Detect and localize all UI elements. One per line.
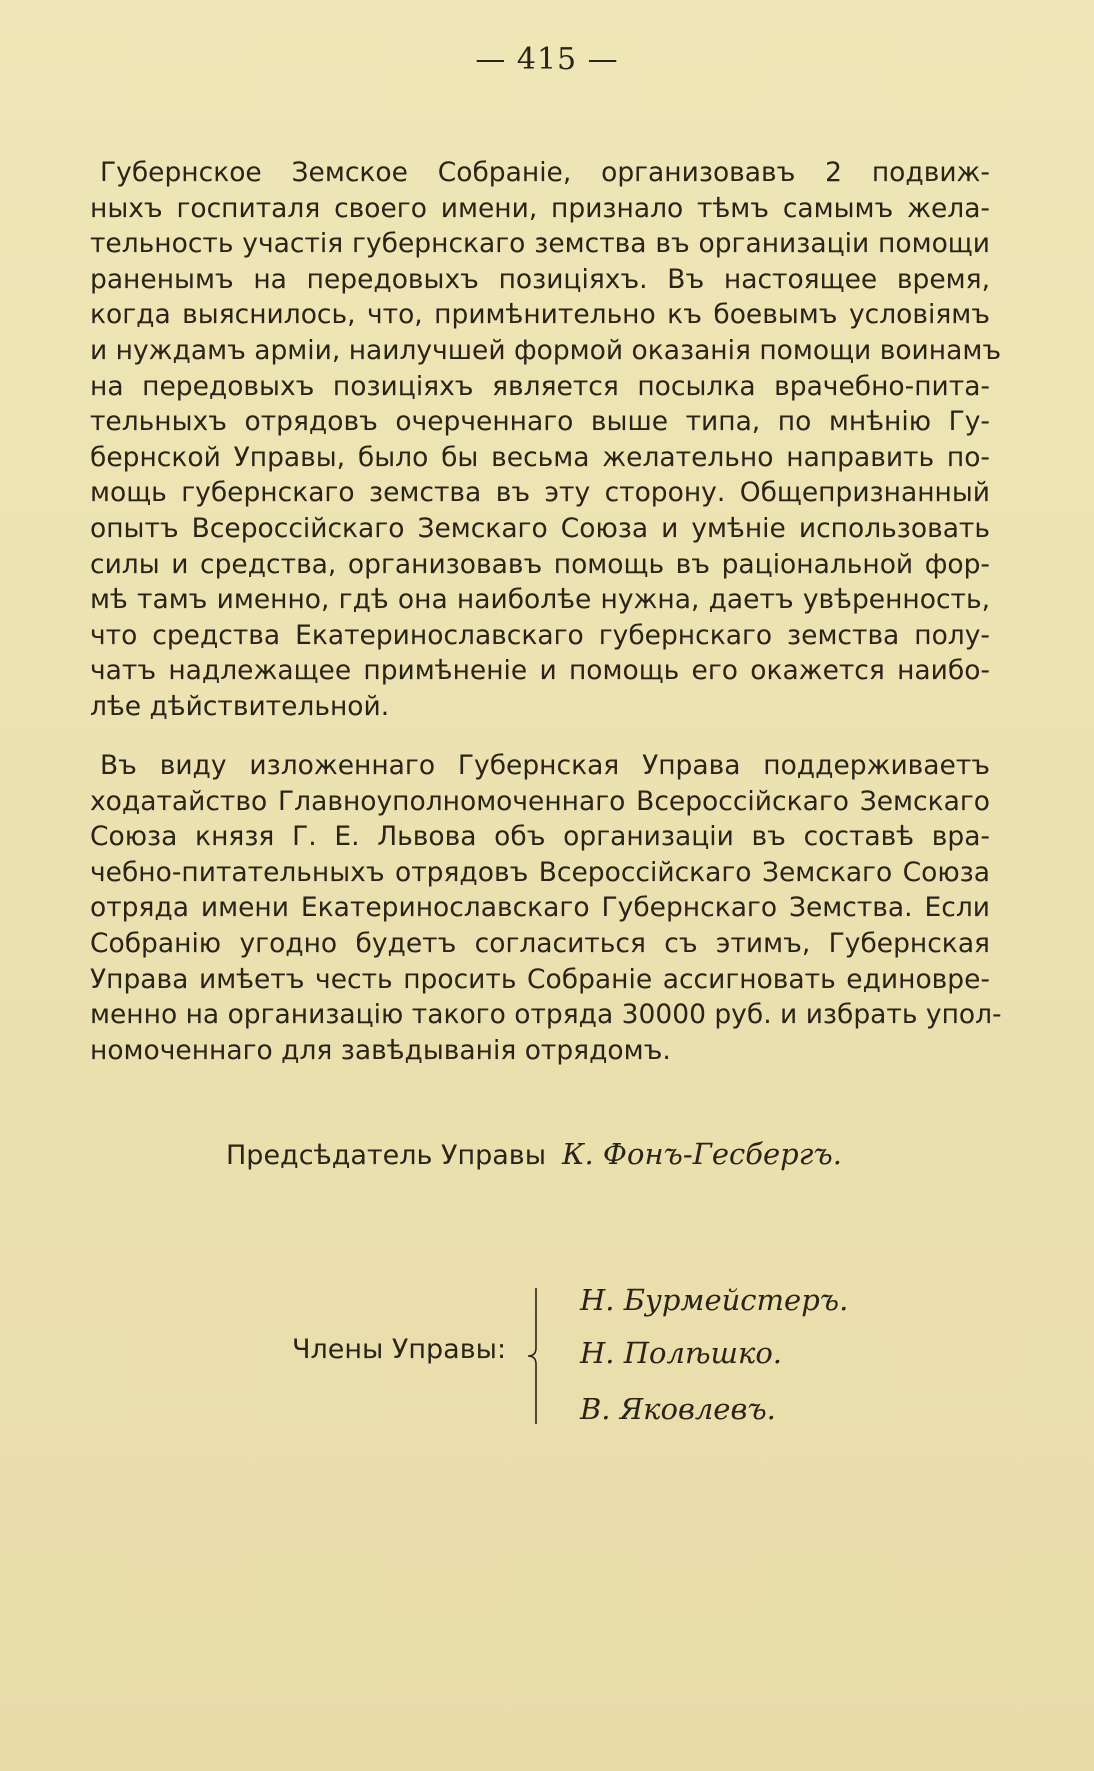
paragraph-line: тельныхъ отрядовъ очерченнаго выше типа, по мнѣнію Гу- (90, 406, 990, 438)
paragraph-line: на передовыхъ позиціяхъ является посылка врачебно-пита- (90, 370, 990, 402)
paragraph-line: Въ виду изложеннаго Губернская Управа поддерживаетъ (100, 750, 990, 781)
paragraph-line: Управа имѣетъ честь просить Собраніе ассигновать единовре- (90, 963, 990, 995)
member-name: Н. Бурмейстеръ. (580, 1283, 849, 1317)
paragraph-line: менно на организацію такого отряда 30000 руб. и избрать упол- (90, 999, 1002, 1031)
paragraph-line: чебно-питательныхъ отрядовъ Всероссійскаго Земскаго Союза (90, 856, 990, 888)
paragraph-line: Союза князя Г. Е. Львова объ организаціи въ составѣ вра- (90, 821, 990, 853)
paragraph-1 (90, 155, 1002, 725)
paragraph-line: что средства Екатеринославскаго губернскаго земства полу- (90, 619, 990, 651)
chairman-title: Предсѣдатель Управы (226, 1140, 547, 1171)
paragraph-line: лѣе дѣйствительной. (90, 690, 390, 722)
paragraph-line: номоченнаго для завѣдыванія отрядомъ. (90, 1034, 671, 1066)
page-number: — 415 — (475, 42, 619, 77)
paragraph-line: опытъ Всероссійскаго Земскаго Союза и умѣніе использовать (90, 512, 990, 544)
paragraph-line: тельность участія губернскаго земства въ организаціи помощи (90, 228, 990, 260)
curly-brace-icon (524, 1286, 540, 1426)
paragraph-line: чатъ надлежащее примѣненіе и помощь его окажется наибо- (90, 655, 990, 687)
paragraph-2 (90, 748, 1002, 1068)
paragraph-line: мѣ тамъ именно, гдѣ она наиболѣе нужна, даетъ увѣренность, (90, 584, 990, 616)
members-label: Члены Управы: (292, 1334, 507, 1365)
paragraph-line: отряда имени Екатеринославскаго Губернскаго Земства. Если (90, 892, 990, 924)
member-name: В. Яковлевъ. (580, 1392, 776, 1426)
paragraph-line: Губернское Земское Собраніе, организовавъ 2 подвиж- (100, 157, 990, 188)
paragraph-line: бернской Управы, было бы весьма желательно направить по- (90, 441, 990, 473)
paragraph-line: раненымъ на передовыхъ позиціяхъ. Въ настоящее время, (90, 263, 990, 295)
paragraph-line: ходатайство Главноуполномоченнаго Всероссійскаго Земскаго (90, 785, 990, 817)
paragraph-line: Собранію угодно будетъ согласиться съ этимъ, Губернская (90, 927, 990, 959)
member-name: Н. Полѣшко. (580, 1336, 782, 1370)
paragraph-line: и нуждамъ арміи, наилучшей формой оказанія помощи воинамъ (90, 334, 1002, 366)
chairman-signature-line (226, 1137, 842, 1171)
paragraph-line: мощь губернскаго земства въ эту сторону. Общепризнанный (90, 477, 990, 509)
chairman-name: К. Фонъ-Гесбергъ. (562, 1137, 842, 1171)
paragraph-line: когда выяснилось, что, примѣнительно къ боевымъ условіямъ (90, 299, 990, 331)
paragraph-line: ныхъ госпиталя своего имени, признало тѣмъ самымъ жела- (90, 192, 990, 224)
paragraph-line: силы и средства, организовавъ помощь въ раціональной фор- (90, 548, 990, 580)
